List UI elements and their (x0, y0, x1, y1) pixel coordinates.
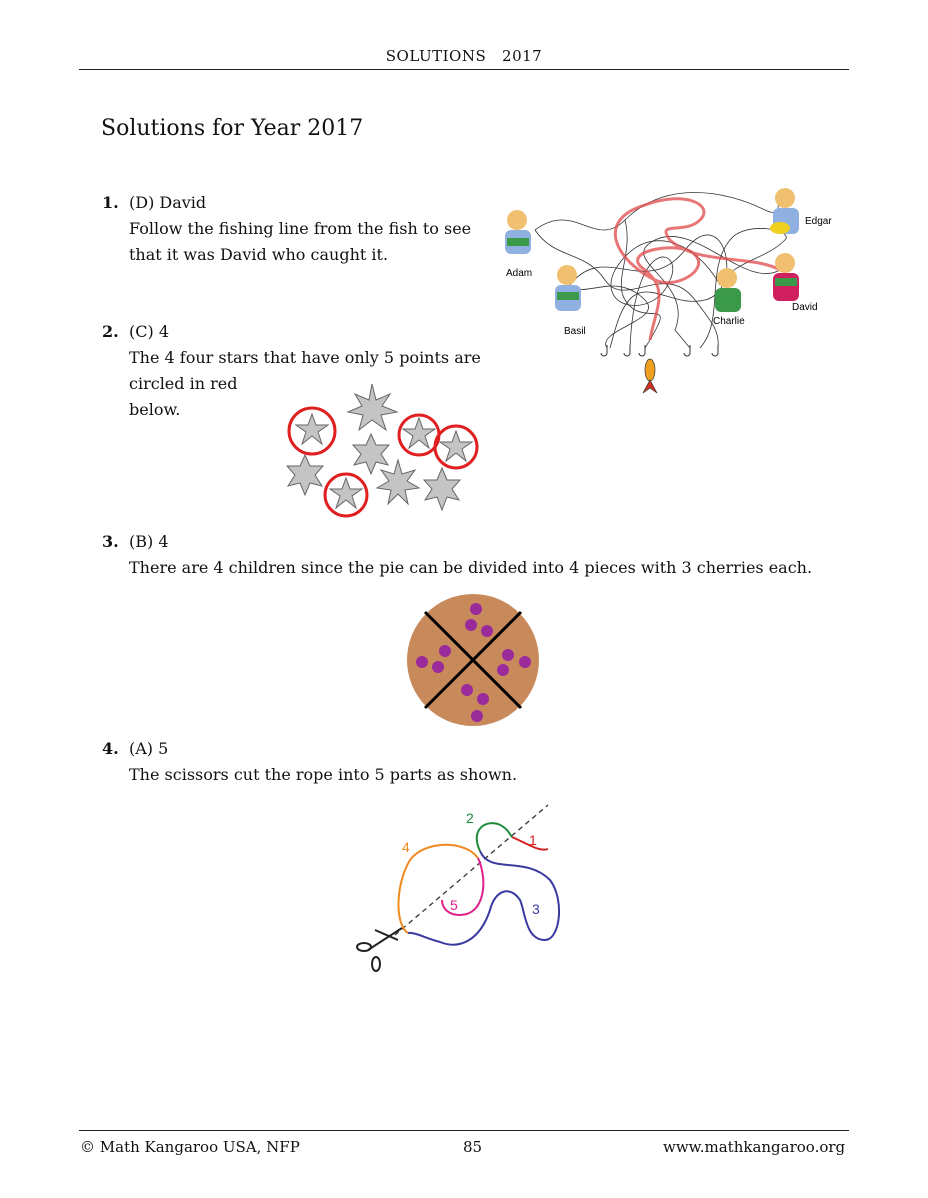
star-5pt (440, 431, 472, 461)
character-charlie-icon (715, 268, 741, 312)
problem-2-number: 2. (102, 322, 119, 341)
star-5pt (403, 418, 435, 448)
character-david-icon (773, 253, 799, 301)
star-6pt (424, 468, 460, 510)
problem-2-line-2: circled in red (129, 374, 238, 393)
rope-figure (350, 800, 570, 980)
problem-1-answer: (D) David (129, 193, 207, 212)
rope-label-5: 5 (450, 897, 458, 913)
label-basil: Basil (564, 326, 586, 337)
character-edgar-icon (770, 188, 799, 234)
star-6pt (353, 434, 389, 474)
rope-part-4 (398, 845, 478, 933)
problem-2-line-1: The 4 four stars that have only 5 points are (129, 348, 481, 367)
label-charlie: Charlie (713, 316, 745, 327)
rope-part-3 (408, 851, 559, 945)
star-5pt (296, 414, 328, 444)
footer-copyright: © Math Kangaroo USA, NFP (80, 1138, 300, 1156)
label-adam: Adam (506, 268, 533, 279)
fishing-lines-figure (495, 180, 840, 400)
problem-1-number: 1. (102, 193, 119, 212)
running-header (80, 47, 848, 65)
rope-label-4: 4 (402, 839, 410, 855)
stars-figure (280, 380, 490, 525)
footer-url[interactable]: www.mathkangaroo.org (663, 1138, 846, 1156)
rope-label-2: 2 (466, 810, 474, 826)
star-7pt (377, 460, 419, 504)
problem-4-line-1: The scissors cut the rope into 5 parts as shown. (129, 765, 518, 784)
fish-icon (643, 359, 657, 393)
label-david: David (792, 302, 818, 313)
problem-3-line-1: There are 4 children since the pie can be divided into 4 pieces with 3 cherries each. (129, 558, 813, 577)
footer-page-number: 85 (463, 1138, 483, 1156)
character-basil-icon (555, 265, 581, 311)
footer-rule (79, 1130, 849, 1131)
page-title: Solutions for Year 2017 (101, 116, 364, 141)
running-title: SOLUTIONS (385, 47, 487, 65)
header-rule (79, 69, 849, 70)
rope-part-2 (477, 823, 512, 851)
header-year: 2017 (502, 47, 543, 65)
problem-3-answer: (B) 4 (129, 532, 169, 551)
problem-3-number: 3. (102, 532, 119, 551)
star-6pt (287, 455, 323, 495)
pie-figure (405, 592, 541, 728)
problem-2-line-3: below. (129, 400, 181, 419)
problem-2-answer: (C) 4 (129, 322, 169, 341)
rope-label-1: 1 (529, 832, 537, 848)
problem-4-number: 4. (102, 739, 119, 758)
problem-1-line-1: Follow the fishing line from the fish to see (129, 219, 472, 238)
highlighted-line (615, 199, 780, 340)
character-adam-icon (505, 210, 531, 254)
star-7pt (348, 384, 397, 430)
problem-4-answer: (A) 5 (129, 739, 169, 758)
rope-part-5 (442, 858, 483, 915)
star-5pt (330, 478, 362, 508)
rope-label-3: 3 (532, 901, 540, 917)
problem-1-line-2: that it was David who caught it. (129, 245, 389, 264)
label-edgar: Edgar (805, 216, 832, 227)
